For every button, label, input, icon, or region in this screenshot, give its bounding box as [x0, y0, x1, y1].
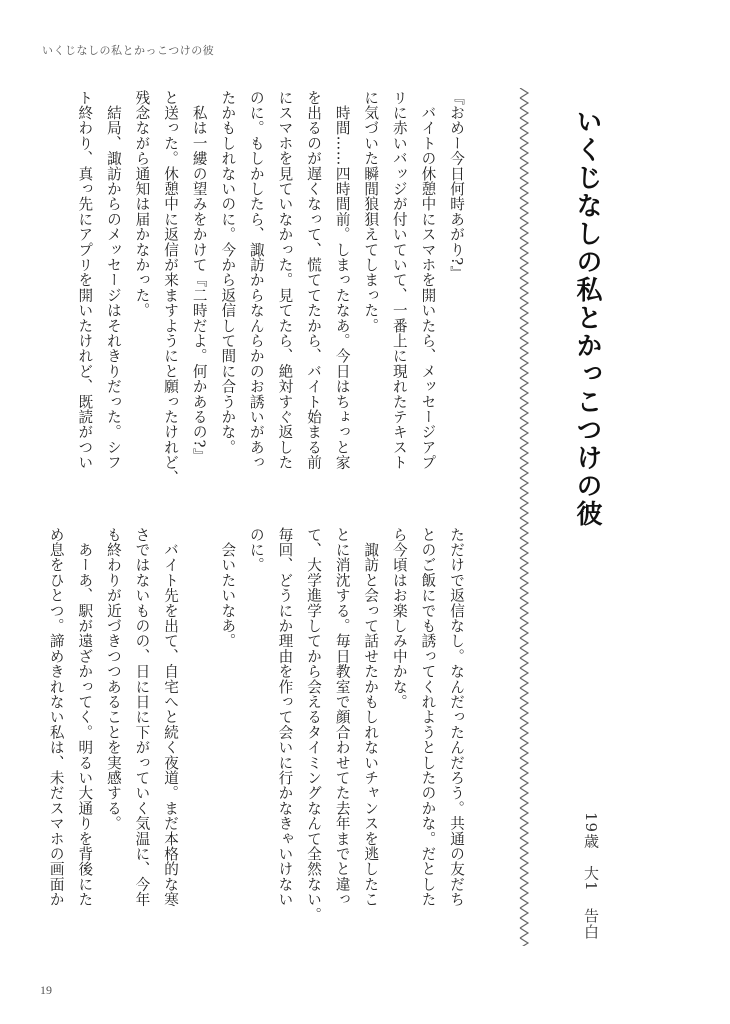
page-number: 19 — [40, 983, 52, 997]
decorative-divider — [518, 88, 530, 946]
story-title: いくじなしの私とかっこつけの彼 — [572, 108, 602, 528]
body-text-upper: 『おめー今日何時あがり?』 バイトの休憩中にスマホを開いたら、メッセージアプ リに赤いバッジが付いていて、一番上に現れたテキスト に気づいた瞬間狼狽えてしまった。 時間……四時間前。しまったなあ。今日はちょっと家 を出るのが遅くなって、慌ててたから、バイト始まる前 にスマホを見ていなかった。見てたら、絶対すぐ返した のに。もしかしたら、諏訪からなんらかのお誘いがあっ たかもしれないのに。今から返信して間に合うかな。 私は一縷の望みをかけて『二時だよ。何かあるの?』 と送った。休憩中に返信が来ますようにと願ったけれど、 残念ながら通知は届かなかった。 結局、諏訪からのメッセージはそれきりだった。シフ ト終わり、真っ先にアプリを開いたけれど、既読がつい — [76, 90, 465, 486]
author-byline: 19歳 大1 告白 — [582, 812, 600, 940]
body-text-lower: ただけで返信なし。なんだったんだろう。共通の友だち とのご飯にでも誘ってくれようとしたのかな。だとした ら今頃はお楽しみ中かな。 諏訪と会って話せたかもしれないチャンスを逃したこ とに消沈する。毎日教室で顔合わせてた去年までと違っ て、大学進学してから会えるタイミングなんて全然ない。 毎回、どうにか理由を作って会いに行かなきゃいけない のに。 会いたいなあ。 バイト先を出て、自宅へと続く夜道。まだ本格的な寒 さではないものの、日に日に下がっていく気温に、今年 も終わりが近づきつつあることを実感する。 あーあ、駅が遠ざかってく。明るい大通りを背後にた め息をひとつ。諦めきれない私は、未だスマホの画面か — [47, 527, 465, 923]
running-header: いくじなしの私とかっこつけの彼 — [42, 44, 215, 57]
